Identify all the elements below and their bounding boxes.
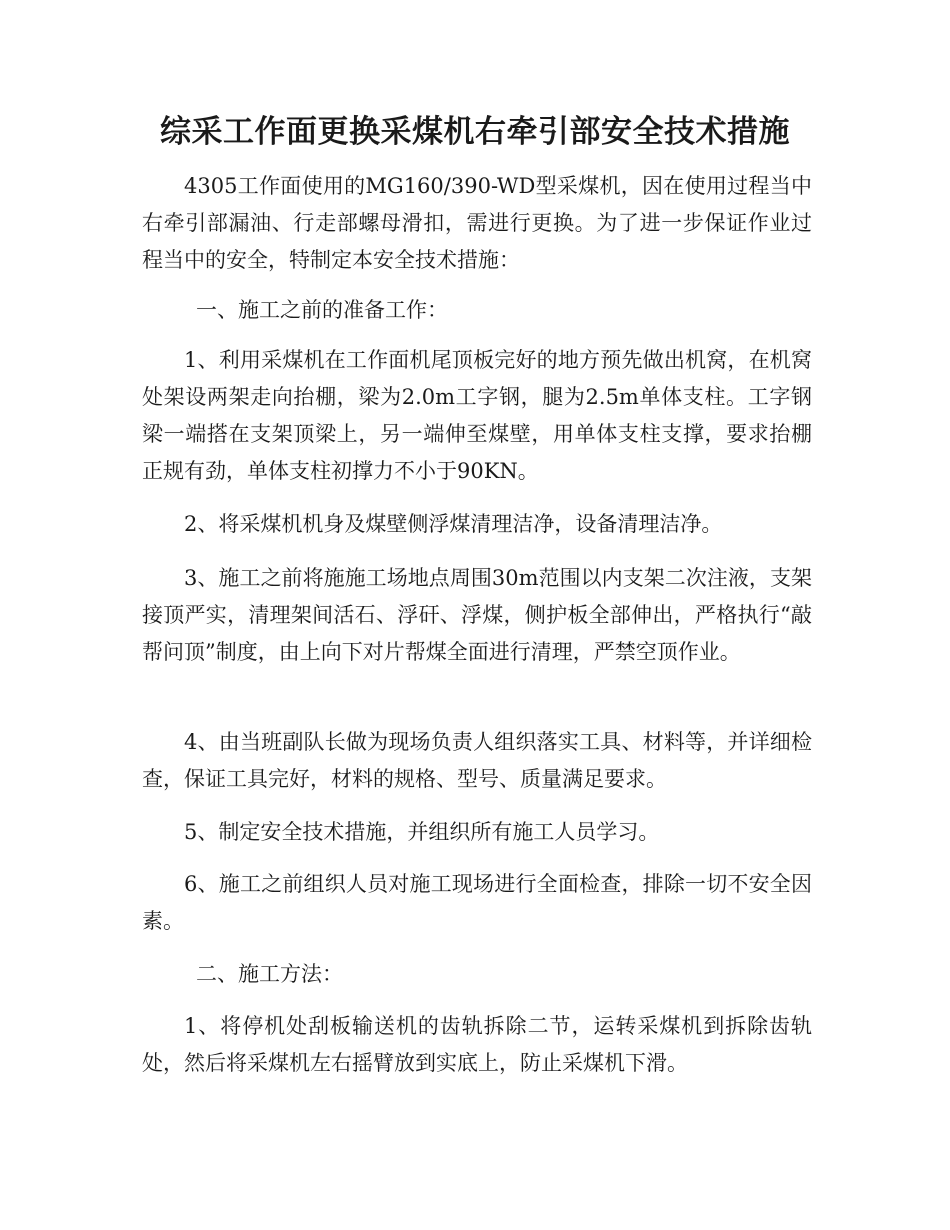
section1-item-1: 1、利用采煤机在工作面机尾顶板完好的地方预先做出机窝，在机窝处架设两架走向抬棚，梁为2.0m工字钢，腿为2.5m单体支柱。工字钢梁一端搭在支架顶梁上，另一端伸至煤壁，用单体支柱支撑，要求抬棚正规有劲，单体支柱初撑力不小于90KN。 xyxy=(142,348,812,483)
section1-item-6: 6、施工之前组织人员对施工现场进行全面检查，排除一切不安全因素。 xyxy=(142,872,812,933)
intro-paragraph: 4305工作面使用的MG160/390-WD型采煤机，因在使用过程当中右牵引部漏油、行走部螺母滑扣，需进行更换。为了进一步保证作业过程当中的安全，特制定本安全技术措施： xyxy=(142,174,812,272)
document-title: 综采工作面更换采煤机右牵引部安全技术措施 xyxy=(160,114,790,150)
section2-item-1: 1、将停机处刮板输送机的齿轨拆除二节，运转采煤机到拆除齿轨处，然后将采煤机左右摇臂放到实底上，防止采煤机下滑。 xyxy=(142,1014,812,1075)
section2-heading: 二、施工方法： xyxy=(196,962,343,986)
section1-heading: 一、施工之前的准备工作： xyxy=(196,298,448,322)
section1-item-4: 4、由当班副队长做为现场负责人组织落实工具、材料等，并详细检查，保证工具完好，材料的规格、型号、质量满足要求。 xyxy=(142,730,812,791)
section1-item-3: 3、施工之前将施施工场地点周围30m范围以内支架二次注液，支架接顶严实，清理架间活石、浮矸、浮煤，侧护板全部伸出，严格执行“敲帮问顶”制度，由上向下对片帮煤全面进行清理，严禁空顶作业。 xyxy=(142,566,812,664)
section1-item-5: 5、制定安全技术措施，并组织所有施工人员学习。 xyxy=(184,820,660,844)
section1-item-2: 2、将采煤机机身及煤壁侧浮煤清理洁净，设备清理洁净。 xyxy=(184,512,723,536)
